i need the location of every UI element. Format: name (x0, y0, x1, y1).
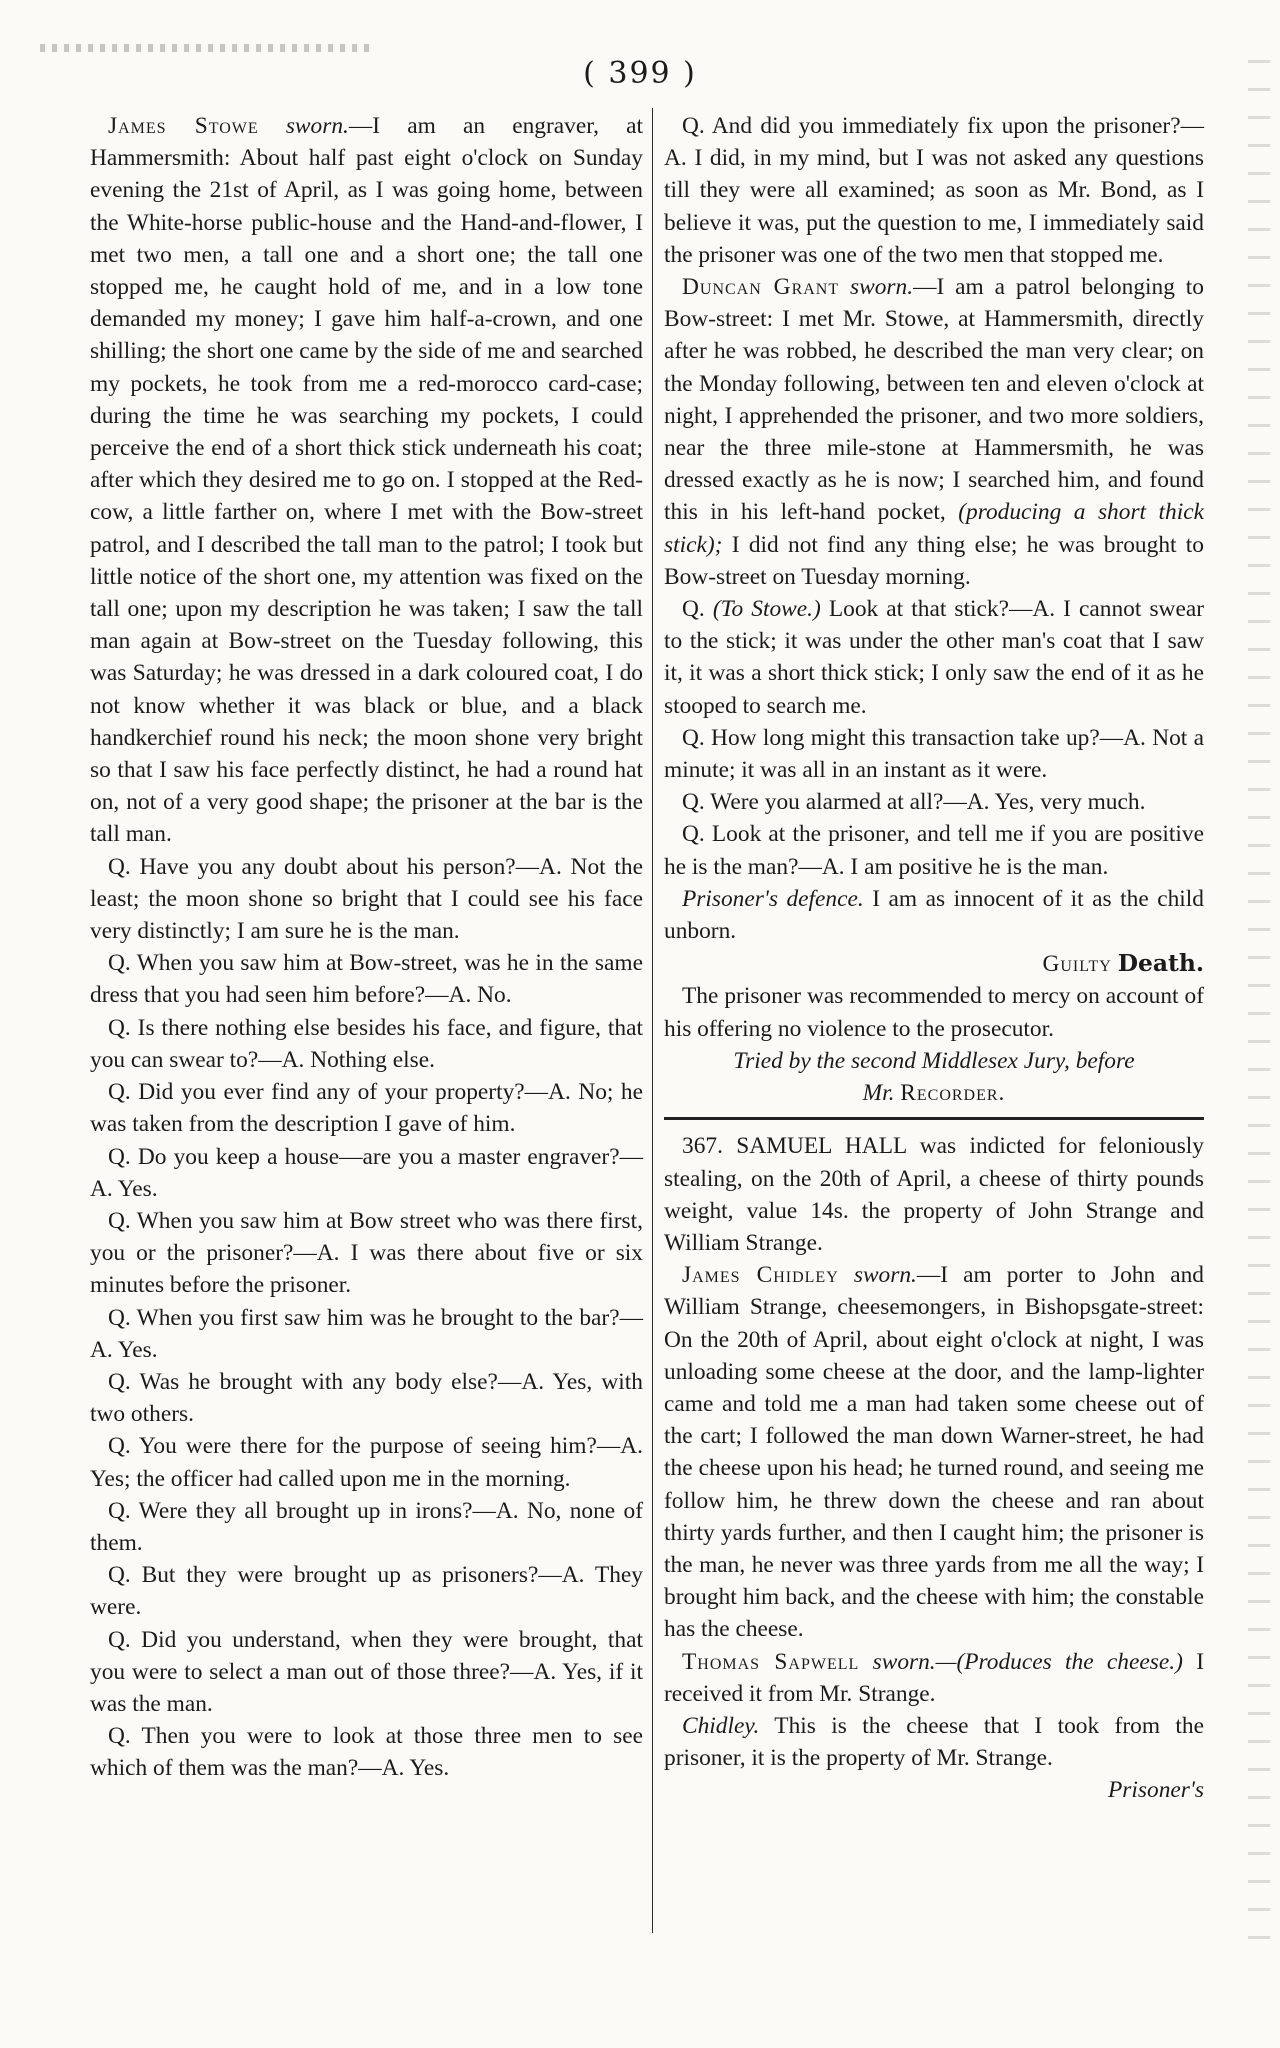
qa-line: Q. Do you keep a house—are you a master engraver?—A. Yes. (90, 1143, 643, 1202)
qa-line: Q. You were there for the purpose of seeing him?—A. Yes; the officer had called upon me in the morning. (90, 1433, 643, 1492)
qa-prefix: Q. (682, 596, 705, 623)
qa-text: Look at that stick?—A. I cannot swear to the stick; it was under the other man's coat that I saw it, it was a short thick stick; I only saw the end of it as he stooped to search me. (664, 596, 1204, 719)
defendant-name: SAMUEL HALL (736, 1133, 907, 1160)
page-number: ( 399 ) (583, 56, 697, 91)
qa-line: Q. How long might this transaction take up?—A. Not a minute; it was all in an instant as it were. (664, 724, 1204, 784)
qa-line: Q. Look at the prisoner, and tell me if you are positive he is the man?—A. I am positive he is the man. (664, 821, 1204, 880)
stowe-testimony (90, 110, 643, 851)
qa-line: Q. Did you ever find any of your property?—A. No; he was taken from the description I gave of him. (90, 1079, 643, 1138)
qa-line (664, 593, 1204, 722)
chidley-testimony (664, 1259, 1204, 1645)
qa-line: Q. But they were brought up as prisoners?—A. They were. (90, 1562, 643, 1621)
witness-name: James Stowe (108, 113, 259, 139)
testimony-text: —I am an engraver, at Hammersmith: About half past eight o'clock on Sunday evening the 21st of April, as I was going home, between the White-horse public-house and the Hand-and-flower, I met two men, a tall one and a short one; the tall one stopped me, he caught hold of me, and in a low tone demanded my money; I gave him half-a-crown, and one shilling; the short one came by the side of me and searched my pockets, he took from me a red-morocco card-case; during the time he was searching my pockets, I could perceive the end of a short thick stick underneath his coat; after which they desired me to go on. I stopped at the Red-cow, a little farther on, where I met with the Bow-street patrol, and I described the tall man to the patrol; I took but little notice of the short one, my attention was fixed on the tall one; upon my description he was taken; I saw the tall man again at Bow-street on the Tuesday following, this was Saturday; he was dressed in a dark coloured coat, I do not know whether it was black or blue, and a black handkerchief round his neck; the moon shone very bright so that I saw his face perfectly distinct, he had a round hat on, not of a very good shape; the prisoner at the bar is the tall man. (90, 113, 643, 848)
testimony-text: I did not find any thing else; he was brought to Bow-street on Tuesday morning. (664, 531, 1204, 590)
witness-label: Chidley. (682, 1712, 760, 1739)
qa-line: Q. And did you immediately fix upon the prisoner?—A. I did, in my mind, but I was not asked any questions till they were all examined; as soon as Mr. Bond, as I believe it was, put the question to me, I immediately said the prisoner was one of the two men that stopped me. (664, 113, 1204, 268)
sworn-label: sworn. (285, 113, 349, 139)
case-367 (664, 1130, 1204, 1259)
verdict-line (664, 947, 1204, 980)
qa-line: Q. Is there nothing else besides his face, and figure, that you can swear to?—A. Nothing else. (90, 1014, 643, 1073)
scan-artifact-margin (1248, 60, 1270, 1960)
defence-text: I am as innocent of it as the child unborn. (664, 885, 1204, 945)
scan-artifact-top (40, 44, 370, 52)
qa-line: Q. When you saw him at Bow-street, was he in the same dress that you had seen him before?—A. No. (90, 950, 643, 1009)
sworn-label: sworn. (853, 1262, 917, 1289)
stage-direction: sworn.—(Produces the cheese.) (872, 1648, 1183, 1675)
left-column (90, 110, 643, 1785)
qa-line: Q. Have you any doubt about his person?—A. Not the least; the moon shone so bright that I could see his face very distinctly; I am sure he is the man. (90, 853, 643, 945)
sworn-label: sworn. (850, 274, 914, 301)
qa-line: Q. When you saw him at Bow street who was there first, you or the prisoner?—A. I was there about five or six minutes before the prisoner. (90, 1207, 643, 1299)
recommendation: The prisoner was recommended to mercy on account of his offering no violence to the prosecutor. (664, 983, 1204, 1042)
witness-name: Thomas Sapwell (682, 1648, 860, 1675)
right-column (664, 110, 1204, 1807)
tried-line-2 (664, 1077, 1204, 1109)
chidley-recall (664, 1710, 1204, 1774)
testimony-text: —I am porter to John and William Strange, cheesemongers, in Bishopsgate-street: On the 20th of April, about eight o'clock at night, I was unloading some cheese at the door, and the lamp-lighter came and told me a man had taken some cheese out of the cart; I followed the man down Warner-street, he had the cheese upon his head; he turned round, and seeing me follow him, he threw down the cheese and ran about thirty yards further, and then I caught him; the prisoner is the man, he never was three yards from me all the way; I brought him back, and the cheese with him; the constable has the cheese. (664, 1262, 1204, 1643)
tried-line: Tried by the second Middlesex Jury, before (733, 1047, 1135, 1074)
case-number: 367. (682, 1133, 723, 1160)
tried-mr: Mr. (862, 1080, 895, 1107)
witness-name: Duncan Grant (682, 274, 840, 301)
qa-line: Q. Were they all brought up in irons?—A. No, none of them. (90, 1497, 643, 1556)
catchword: Prisoner's (1108, 1777, 1204, 1804)
stage-direction: (producing a short thick stick); (664, 499, 1204, 558)
grant-testimony (664, 271, 1204, 593)
qa-line: Q. Was he brought with any body else?—A. Yes, with two others. (90, 1368, 643, 1428)
testimony-text: I received it from Mr. Strange. (664, 1648, 1204, 1707)
tried-recorder: Recorder. (900, 1080, 1006, 1107)
sentence: Death. (1117, 949, 1204, 978)
verdict: Guilty (1042, 951, 1112, 978)
column-divider (652, 108, 653, 1933)
indictment-text: was indicted for feloniously stealing, on the 20th of April, a cheese of thirty pounds weight, value 14s. the property of John Strange and William Strange. (664, 1133, 1204, 1256)
testimony-text: —I am a patrol belonging to Bow-street: I met Mr. Stowe, at Hammersmith, directly after he was robbed, he described the man very clear; on the Monday following, between ten and eleven o'clock at night, I apprehended the prisoner, and two more soldiers, near the three mile-stone at Hammersmith, he was dressed exactly as he is now; I searched him, and found this in his left-hand pocket, (664, 274, 1204, 526)
prisoner-defence (664, 883, 1204, 947)
qa-line: Q. Did you understand, when they were brought, that you were to select a man out of those three?—A. Yes, if it was the man. (90, 1626, 643, 1717)
qa-line: Q. Were you alarmed at all?—A. Yes, very much. (682, 789, 1146, 816)
sapwell-testimony (664, 1646, 1204, 1710)
qa-line: Q. Then you were to look at those three men to see which of them was the man?—A. Yes. (90, 1723, 643, 1782)
defence-label: Prisoner's defence. (682, 885, 864, 912)
qa-line: Q. When you first saw him was he brought to the bar?—A. Yes. (90, 1304, 643, 1363)
stage-direction: (To Stowe.) (712, 596, 821, 623)
section-rule (664, 1117, 1204, 1120)
witness-name: James Chidley (682, 1262, 839, 1289)
testimony-text: This is the cheese that I took from the prisoner, it is the property of Mr. Strange. (664, 1712, 1204, 1772)
